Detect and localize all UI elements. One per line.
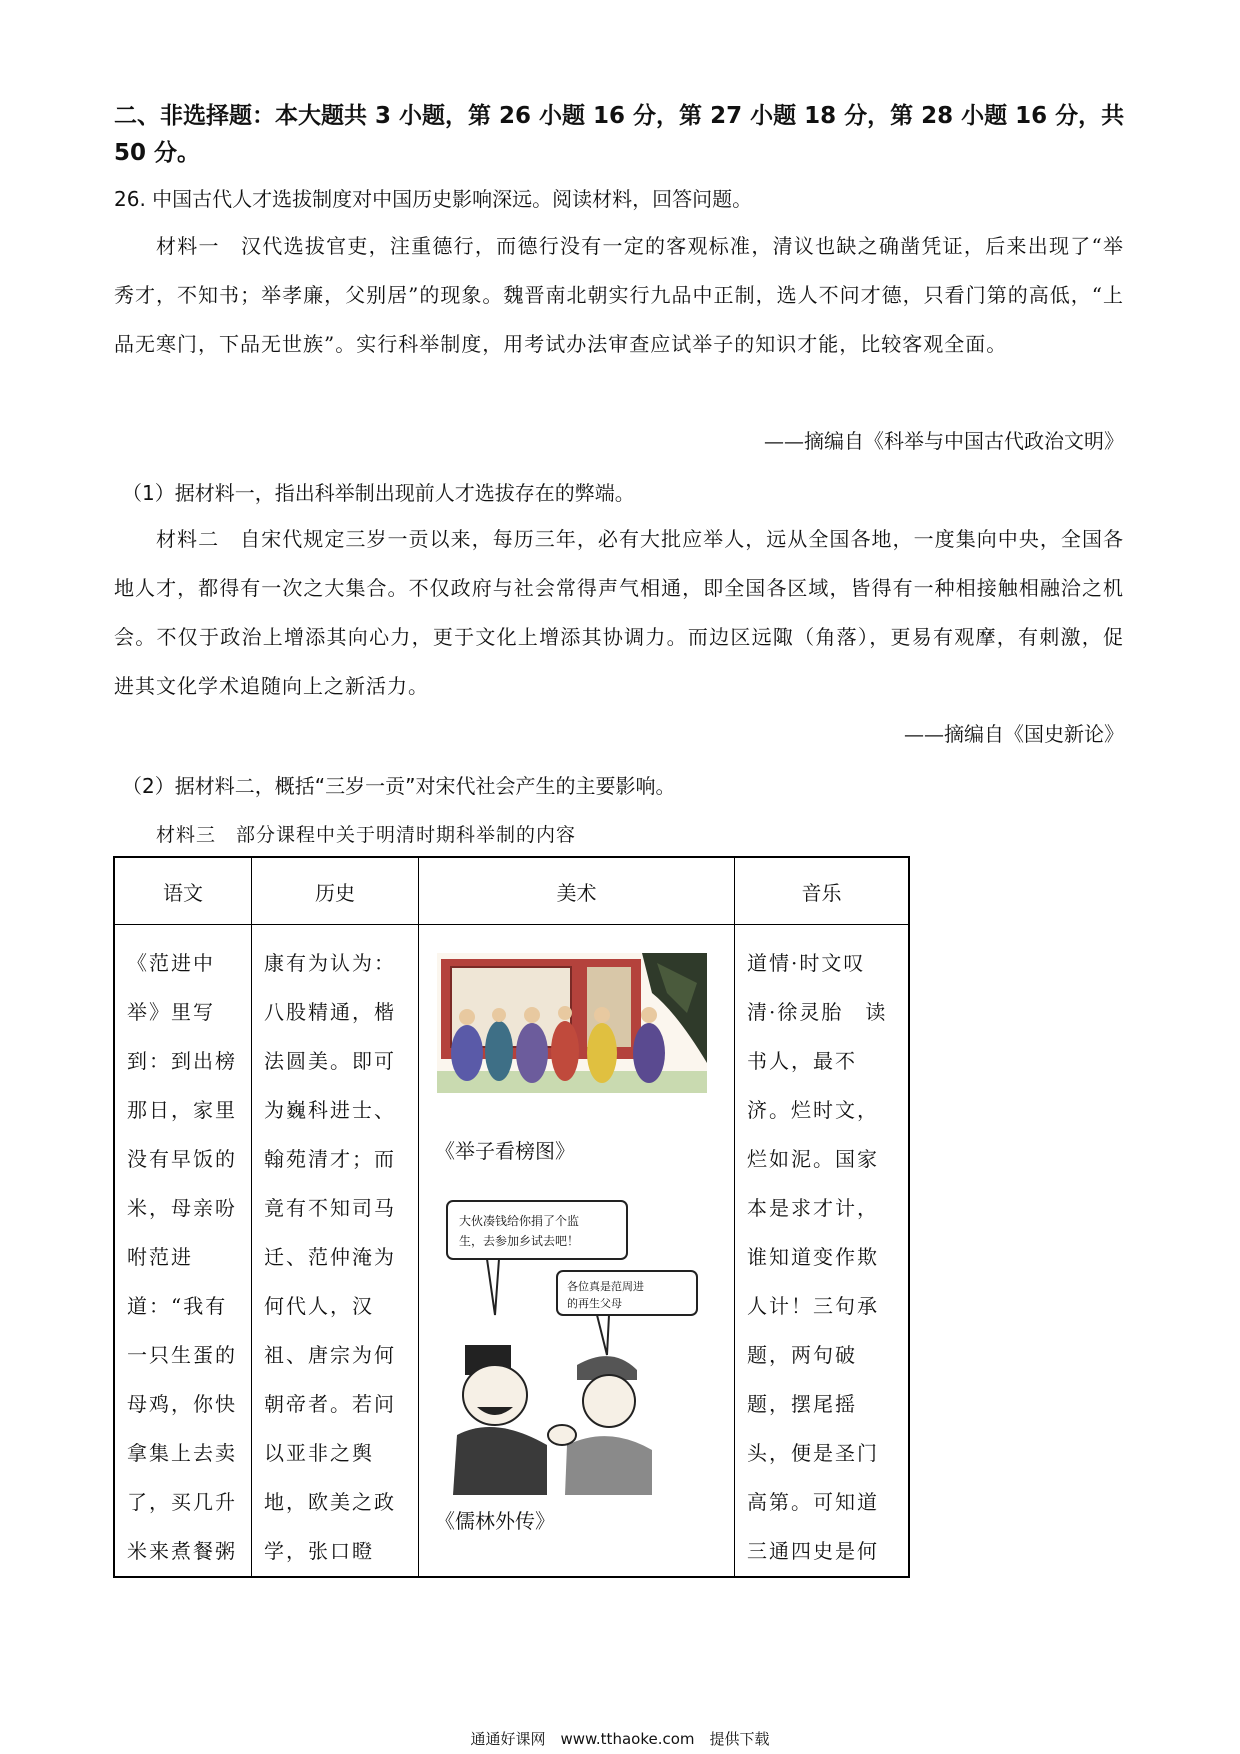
header-history: 历史 xyxy=(252,857,419,925)
table-header-row xyxy=(114,857,909,925)
question-intro: 26. 中国古代人才选拔制度对中国历史影响深远。阅读材料，回答问题。 xyxy=(114,187,753,211)
cell-history xyxy=(252,925,419,1578)
question-2: （2）据材料二，概括“三岁一贡”对宋代社会产生的主要影响。 xyxy=(122,774,676,798)
material-2: 材料二 自宋代规定三岁一贡以来，每历三年，必有大批应举人，远从全国各地，一度集向中央，全国各地人才，都得有一次之大集合。不仅政府与社会常得声气相通，即全国各区域，皆得有一种相接触相融洽之机会。不仅于政治上增添其向心力，更于文化上增添其协调力。而边区远陬（角落），更易有观摩，有刺激，促进其文化学术追随向上之新活力。 xyxy=(114,527,1124,698)
question-1: （1）据材料一，指出科举制出现前人才选拔存在的弊端。 xyxy=(122,481,635,505)
header-art: 美术 xyxy=(419,857,735,925)
chinese-text: 《范进中举》里写到：到出榜那日，家里没有早饭的米，母亲吩咐范进道：“我有一只生蛋的母鸡，你快拿集上去卖了，买几升米来煮餐粥 xyxy=(127,951,237,1563)
material-1: 材料一 汉代选拔官吏，注重德行，而德行没有一定的客观标准，清议也缺之确凿凭证，后来出现了“举秀才，不知书；举孝廉，父别居”的现象。魏晋南北朝实行九品中正制，选人不问才德，只看门第的高低，“上品无寒门，下品无世族”。实行科举制度，用考试办法审查应试举子的知识才能，比较客观全面。 xyxy=(114,234,1124,356)
bubble-2-line-2: 的再生父母 xyxy=(567,1297,622,1310)
material-3-caption: 材料三 部分课程中关于明清时期科举制的内容 xyxy=(156,824,577,846)
rulin-cartoon-illustration xyxy=(437,1195,707,1495)
page-footer: 通通好课网 www.tthaoke.com 提供下载 xyxy=(470,1730,770,1748)
history-text: 康有为认为：八股精通，楷法圆美。即可为巍科进士、翰苑清才；而竟有不知司马迁、范仲淹为何代人，汉祖、唐宗为何朝帝者。若问以亚非之舆地，欧美之政学，张口瞪 xyxy=(264,951,396,1563)
bubble-1-line-1: 大伙凑钱给你捐了个监 xyxy=(459,1214,580,1228)
table-row xyxy=(114,925,909,1578)
bubble-1-line-2: 生，去参加乡试去吧！ xyxy=(459,1234,580,1248)
section-title: 二、非选择题：本大题共 3 小题，第 26 小题 16 分，第 27 小题 18 分，第 28 小题 16 分，共 50 分。 xyxy=(114,103,1125,166)
material-1-source: ——摘编自《科举与中国古代政治文明》 xyxy=(764,429,1124,453)
header-music: 音乐 xyxy=(735,857,910,925)
cell-music xyxy=(735,925,910,1578)
material-2-source: ——摘编自《国史新论》 xyxy=(904,722,1124,746)
art-caption-1: 《举子看榜图》 xyxy=(435,1139,575,1163)
cell-chinese xyxy=(114,925,252,1578)
exam-board-illustration xyxy=(437,953,707,1093)
material-3-table xyxy=(113,856,910,1578)
bubble-2-line-1: 各位真是范周进 xyxy=(567,1280,644,1293)
music-text: 道情·时文叹 清·徐灵胎 读书人，最不济。烂时文，烂如泥。国家本是求才计，谁知道变作欺人计！三句承题，两句破题，摆尾摇头，便是圣门高第。可知道三通四史是何 xyxy=(747,951,888,1563)
cell-art xyxy=(419,925,735,1578)
art-caption-2: 《儒林外传》 xyxy=(435,1509,555,1533)
header-chinese: 语文 xyxy=(114,857,252,925)
